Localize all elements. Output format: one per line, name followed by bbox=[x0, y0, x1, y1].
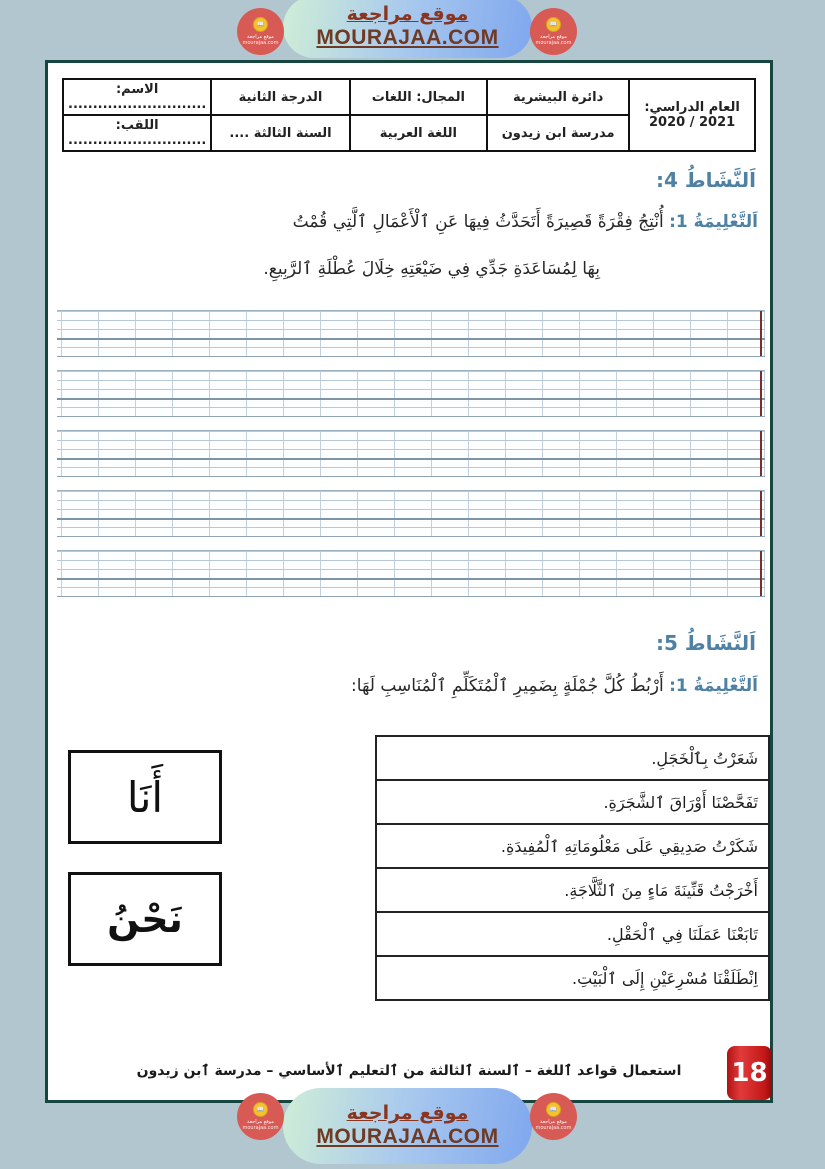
ruled-line-group bbox=[57, 370, 765, 417]
logo-arabic-text: موقع مراجعة bbox=[247, 1119, 274, 1125]
logo-url-text: mourajaa.com bbox=[535, 1125, 572, 1131]
top-left-site-logo bbox=[237, 8, 284, 55]
school-year-label: العام الدراسي: bbox=[644, 100, 740, 115]
bottom-left-site-logo bbox=[237, 1093, 284, 1140]
activity5-instruction-label: اَلتَّعْلِيمَةُ 1: bbox=[669, 676, 758, 696]
logo-book-icon: 📖 bbox=[546, 17, 561, 32]
student-name-cell: الاسم: ............................ bbox=[63, 79, 211, 115]
ruled-line-group bbox=[57, 430, 765, 477]
sentence-row bbox=[376, 868, 769, 912]
bottom-right-site-logo bbox=[530, 1093, 577, 1140]
district-cell: دائرة البيشرية bbox=[487, 79, 629, 115]
logo-arabic-text: موقع مراجعة bbox=[540, 34, 567, 40]
activity4-instruction-line2 bbox=[263, 258, 600, 279]
activity5-title: اَلنَّشَاطُ 5: bbox=[655, 631, 756, 655]
ruled-line-group bbox=[57, 550, 765, 597]
sentence-cell: أَخْرَجْتُ قَنِّينَةَ مَاءٍ مِنَ ٱلثَّلَّاجَةِ. bbox=[376, 868, 769, 912]
pronoun-box-ana: أَنَا bbox=[68, 750, 222, 844]
activity5-instruction-text: أَرْبُطُ كُلَّ جُمْلَةٍ بِضَمِيرِ ٱلْمُتَكَلِّمِ ٱلْمُنَاسِبِ لَهَا: bbox=[351, 676, 664, 696]
bottom-banner bbox=[283, 1088, 532, 1164]
top-banner-site-url: MOURAJAA.COM bbox=[316, 25, 499, 49]
sentences-table bbox=[375, 735, 770, 1001]
level-cell: السنة الثالثة .... bbox=[211, 115, 349, 151]
activity4-instruction-text2: بِهَا لِمُسَاعَدَةِ جَدِّي فِي ضَيْعَتِهِ خِلَالَ عُطْلَةِ ٱلرَّبِيعِ. bbox=[263, 259, 600, 279]
sentence-row bbox=[376, 780, 769, 824]
activity5-instruction-line bbox=[351, 675, 758, 696]
sentence-row bbox=[376, 956, 769, 1000]
header-info-table bbox=[62, 78, 756, 152]
top-banner-site-name-arabic: موقع مراجعة bbox=[346, 3, 469, 25]
ruled-line-group bbox=[57, 490, 765, 537]
subject-cell: اللغة العربية bbox=[350, 115, 487, 151]
sentence-cell: تَفَحَّصْنَا أَوْرَاقَ ٱلشَّجَرَةِ. bbox=[376, 780, 769, 824]
pronoun-box-nahnu: نَحْنُ bbox=[68, 872, 222, 966]
student-surname-cell: اللقب: ............................ bbox=[63, 115, 211, 151]
logo-arabic-text: موقع مراجعة bbox=[540, 1119, 567, 1125]
sentence-cell: شَكَرْتُ صَدِيقِي عَلَى مَعْلُومَاتِهِ ٱلْمُفِيدَةِ. bbox=[376, 824, 769, 868]
school-year-cell bbox=[629, 79, 755, 151]
sentence-cell: تَابَعْنَا عَمَلَنَا فِي ٱلْحَقْلِ. bbox=[376, 912, 769, 956]
ruled-writing-area bbox=[57, 310, 765, 597]
footer-caption: استعمال قواعد ٱللغة – ٱلسنة ٱلثالثة من ٱلتعليم ٱلأساسي – مدرسة ٱبن زيدون bbox=[136, 1063, 682, 1079]
page-number-badge: 18 bbox=[727, 1046, 772, 1100]
activity4-title: اَلنَّشَاطُ 4: bbox=[655, 168, 756, 192]
sentence-row bbox=[376, 736, 769, 780]
bottom-banner-site-name-arabic: موقع مراجعة bbox=[346, 1102, 469, 1124]
ruled-line-group bbox=[57, 310, 765, 357]
logo-book-icon: 📖 bbox=[253, 17, 268, 32]
logo-book-icon: 📖 bbox=[546, 1102, 561, 1117]
sentence-cell: شَعَرْتُ بِٱلْخَجَلِ. bbox=[376, 736, 769, 780]
bottom-banner-site-url: MOURAJAA.COM bbox=[316, 1124, 499, 1148]
school-cell: مدرسة ابن زيدون bbox=[487, 115, 629, 151]
logo-book-icon: 📖 bbox=[253, 1102, 268, 1117]
sentence-row bbox=[376, 912, 769, 956]
logo-url-text: mourajaa.com bbox=[242, 1125, 279, 1131]
top-banner bbox=[283, 0, 532, 58]
top-right-site-logo bbox=[530, 8, 577, 55]
sentence-row bbox=[376, 824, 769, 868]
sentence-cell: اِنْطَلَقْنَا مُسْرِعَيْنِ إِلَى ٱلْبَيْتِ. bbox=[376, 956, 769, 1000]
domain-cell: المجال: اللغات bbox=[350, 79, 487, 115]
activity4-instruction-text1: أُنْتِجُ فِقْرَةً قَصِيرَةً أَتَحَدَّثُ فِيهَا عَنِ ٱلْأَعْمَالِ ٱلَّتِي قُمْتُ bbox=[292, 212, 664, 232]
logo-arabic-text: موقع مراجعة bbox=[247, 34, 274, 40]
logo-url-text: mourajaa.com bbox=[242, 40, 279, 46]
school-year-value: 2021 / 2020 bbox=[649, 115, 736, 130]
activity4-instruction-label: اَلتَّعْلِيمَةُ 1: bbox=[669, 212, 758, 232]
worksheet-page bbox=[45, 60, 773, 1103]
logo-url-text: mourajaa.com bbox=[535, 40, 572, 46]
activity4-instruction-line1 bbox=[293, 211, 758, 232]
grade-cell: الدرجة الثانية bbox=[211, 79, 349, 115]
